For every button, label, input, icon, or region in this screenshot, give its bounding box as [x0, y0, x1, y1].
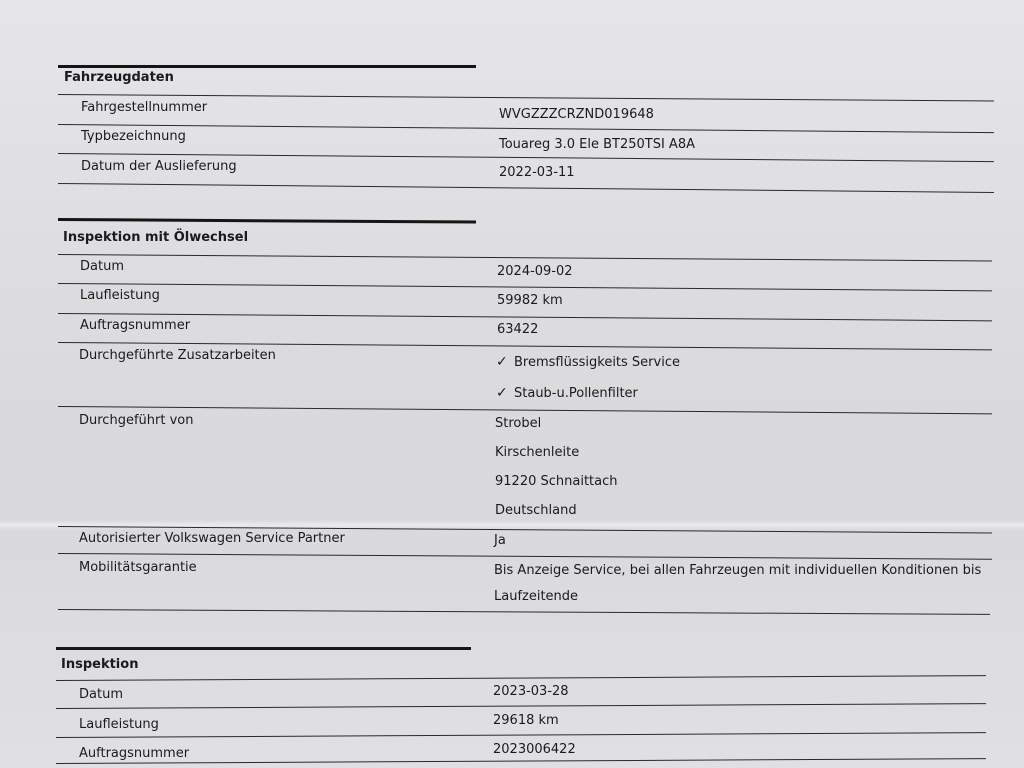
value-laufleistung: 59982 km — [497, 293, 563, 308]
value-datum: 2024-09-02 — [497, 264, 573, 279]
label-typbezeichnung: Typbezeichnung — [81, 129, 186, 144]
label-durchgefuehrt-von: Durchgeführt von — [79, 413, 194, 428]
zusatz-text: Bremsflüssigkeits Service — [514, 355, 680, 370]
zusatz-item — [496, 385, 638, 401]
divider — [58, 313, 992, 321]
divider — [58, 124, 994, 133]
address-line: 91220 Schnaittach — [495, 474, 618, 489]
label-service-partner: Autorisierter Volkswagen Service Partner — [79, 531, 345, 546]
label-fahrgestellnummer: Fahrgestellnummer — [81, 100, 208, 115]
divider — [58, 254, 992, 262]
label-laufleistung: Laufleistung — [79, 717, 159, 732]
divider — [58, 553, 992, 560]
value-datum: 2023-03-28 — [493, 684, 569, 699]
label-auftragsnummer: Auftragsnummer — [80, 318, 191, 333]
value-mobilitaetsgarantie-cont: Laufzeitende — [494, 589, 579, 604]
value-mobilitaetsgarantie: Bis Anzeige Service, bei allen Fahrzeugen mit individuellen Konditionen bis — [494, 563, 982, 578]
divider — [56, 732, 986, 738]
divider — [56, 703, 986, 709]
address-line: Kirschenleite — [495, 445, 580, 460]
label-mobilitaetsgarantie: Mobilitätsgarantie — [79, 560, 197, 575]
label-datum: Datum — [79, 687, 123, 702]
section-title-fahrzeugdaten: Fahrzeugdaten — [64, 70, 174, 85]
value-auftragsnummer: 2023006422 — [493, 742, 576, 757]
section-bar — [58, 218, 476, 224]
value-auftragsnummer: 63422 — [497, 322, 539, 337]
section-bar — [56, 647, 471, 650]
zusatz-text: Staub-u.Pollenfilter — [514, 386, 638, 401]
label-auftragsnummer: Auftragsnummer — [79, 746, 190, 761]
value-typbezeichnung: Touareg 3.0 Ele BT250TSI A8A — [499, 137, 695, 152]
divider — [58, 406, 992, 414]
value-service-partner: Ja — [494, 533, 506, 548]
value-fahrgestellnummer: WVGZZZCRZND019648 — [499, 107, 654, 122]
label-zusatzarbeiten: Durchgeführte Zusatzarbeiten — [79, 348, 276, 363]
label-auslieferung: Datum der Auslieferung — [81, 159, 237, 174]
section-title-inspektion: Inspektion — [61, 657, 139, 672]
label-laufleistung: Laufleistung — [80, 288, 160, 303]
divider — [56, 675, 986, 681]
divider — [58, 283, 992, 291]
zusatz-item — [496, 354, 680, 370]
address-line: Deutschland — [495, 503, 577, 518]
divider — [56, 758, 986, 764]
checkmark-icon: ✓ — [496, 385, 508, 401]
section-bar — [58, 65, 476, 68]
value-laufleistung: 29618 km — [493, 713, 559, 728]
divider — [58, 609, 990, 615]
section-title-inspektion-oelwechsel: Inspektion mit Ölwechsel — [63, 230, 249, 245]
label-datum: Datum — [80, 259, 124, 274]
checkmark-icon: ✓ — [496, 354, 508, 370]
value-auslieferung: 2022-03-11 — [499, 165, 575, 180]
address-line: Strobel — [495, 416, 542, 431]
divider — [58, 183, 994, 193]
